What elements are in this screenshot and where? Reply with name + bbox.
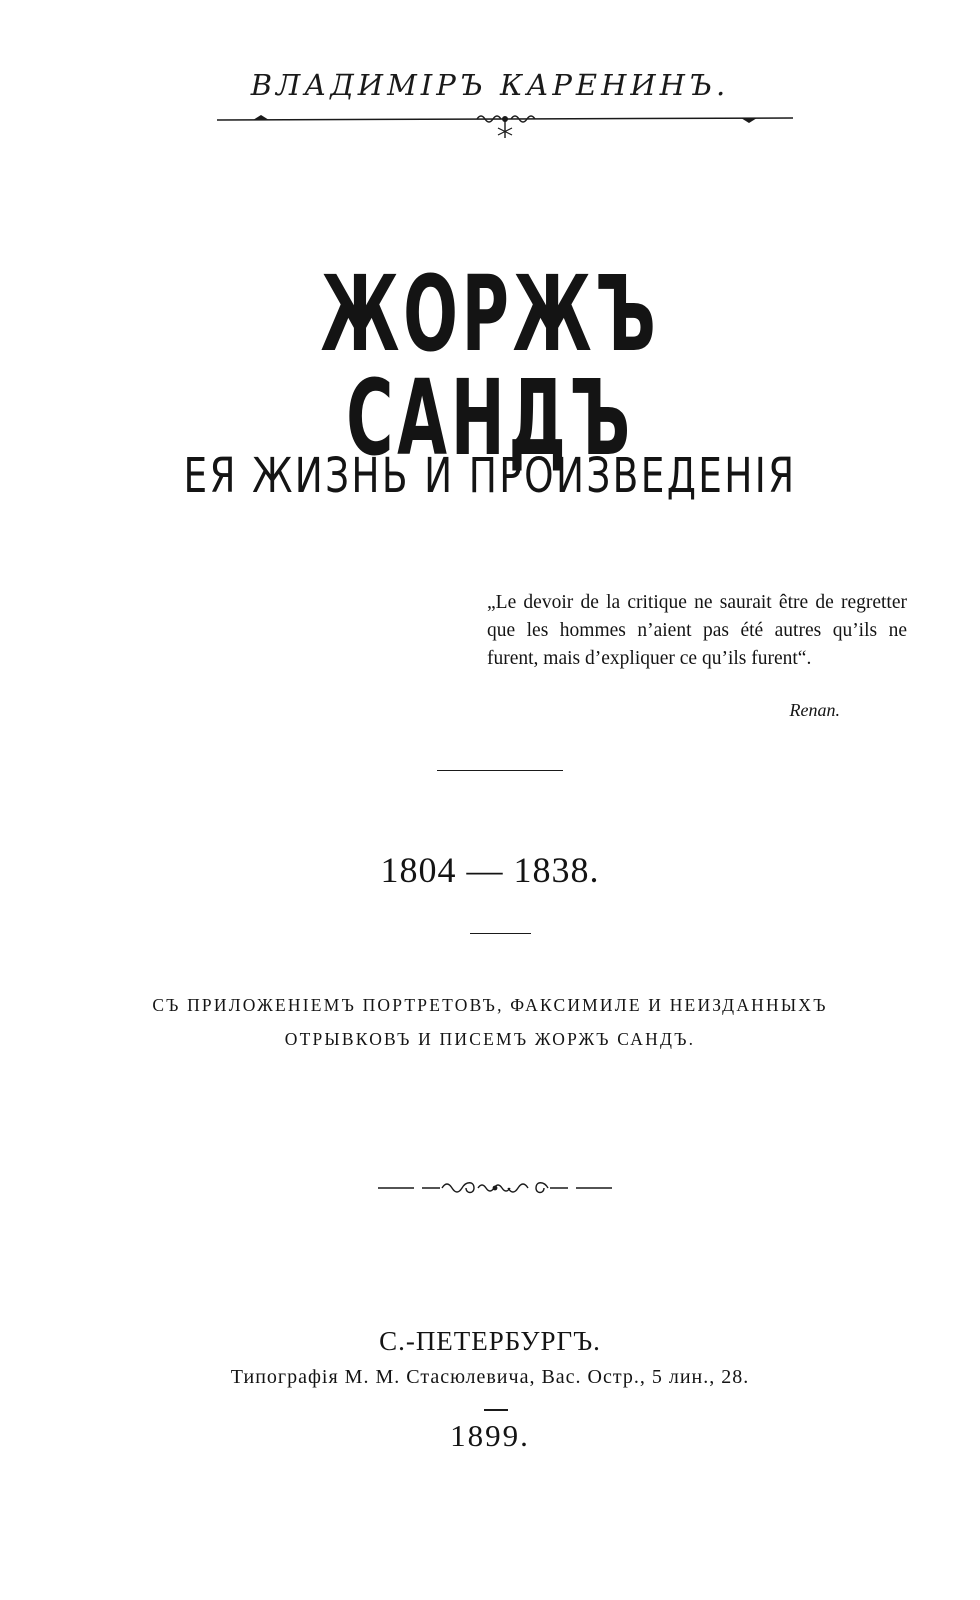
epigraph-author: Renan. xyxy=(789,700,840,720)
divider-rule xyxy=(437,770,563,771)
imprint-printer: Типографія М. М. Стасюлевича, Вас. Остр., 5 лин., 28. xyxy=(230,1366,750,1388)
imprint-city: С.-ПЕТЕРБУРГЪ. xyxy=(379,1326,601,1356)
book-title: ЖОРЖЪ САНДЪ xyxy=(320,253,660,479)
divider-rule xyxy=(484,1409,508,1411)
divider-rule xyxy=(470,933,531,934)
appendix-note xyxy=(130,988,850,1056)
years-range: 1804 — 1838. xyxy=(380,850,600,890)
scroll-ornament-icon xyxy=(370,1174,620,1204)
author-name: ВЛАДИМІРЪ КАРЕНИНЪ. xyxy=(250,68,730,102)
appendix-line-2: ОТРЫВКОВЪ И ПИСЕМЪ ЖОРЖЪ САНДЪ. xyxy=(284,1029,696,1049)
decorative-rule-icon xyxy=(215,108,795,142)
publication-year: 1899. xyxy=(450,1418,530,1453)
appendix-line-1: СЪ ПРИЛОЖЕНІЕМЪ ПОРТРЕТОВЪ, ФАКСИМИЛЕ И НЕИЗДАННЫХЪ xyxy=(152,995,828,1015)
book-subtitle: ЕЯ ЖИЗНЬ И ПРОИЗВЕДЕНІЯ xyxy=(183,448,797,504)
epigraph-text: „Le devoir de la critique ne saurait être de regretter que les hommes n’aient pas été autres qu’ils ne furent, mais d’expliquer ce qu’ils furent“. xyxy=(487,592,907,669)
